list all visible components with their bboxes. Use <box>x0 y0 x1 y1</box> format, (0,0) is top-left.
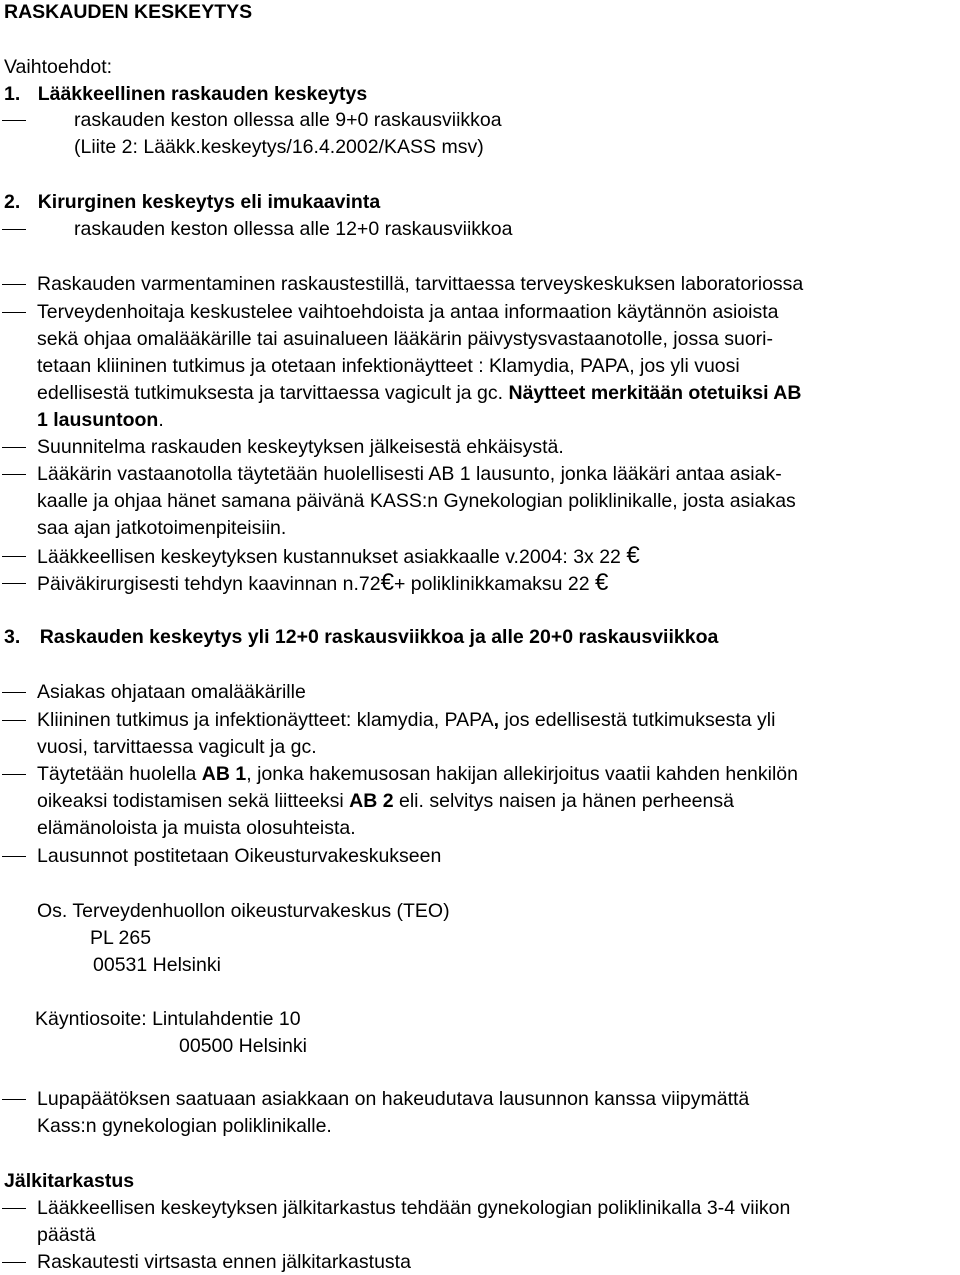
dash-icon <box>2 312 26 313</box>
option-number: 1. <box>4 83 21 105</box>
list-item-continuation: vuosi, tarvittaessa vagicult ja gc. <box>37 736 317 758</box>
option-title: Lääkkeellinen raskauden keskeytys <box>37 83 368 105</box>
dash-icon <box>2 120 26 121</box>
option-number: 2. <box>4 191 21 213</box>
list-item-continuation: sekä ohjaa omalääkärille tai asuinalueen lääkärin päivystysvastaanotolle, jossa suori- <box>37 328 773 350</box>
dash-icon <box>2 447 26 448</box>
dash-icon <box>2 692 26 693</box>
text-span: Täytetään huolella <box>37 763 197 785</box>
option-1-heading <box>4 82 367 106</box>
list-item-continuation: Kass:n gynekologian poliklinikalle. <box>37 1115 332 1137</box>
list-item: Lausunnot postitetaan Oikeusturvakeskukseen <box>37 845 442 867</box>
bold-text: AB 2 <box>349 790 394 812</box>
visit-address: Käyntiosoite: Lintulahdentie 10 <box>35 1008 301 1030</box>
dash-icon <box>2 774 26 775</box>
dash-icon <box>2 229 26 230</box>
dash-icon <box>2 583 26 584</box>
visit-postal: 00500 Helsinki <box>179 1035 307 1057</box>
list-item: (Liite 2: Lääkk.keskeytys/16.4.2002/KASS msv) <box>74 136 484 158</box>
list-item-continuation: saa ajan jatkotoimenpiteisiin. <box>37 517 287 539</box>
followup-heading: Jälkitarkastus <box>4 1170 135 1192</box>
euro-icon: € <box>380 569 394 596</box>
list-item <box>37 544 640 569</box>
option-number: 3. <box>4 626 21 648</box>
bold-text: 1 lausuntoon <box>37 409 159 431</box>
list-item: raskauden keston ollessa alle 9+0 raskausviikkoa <box>74 109 502 131</box>
list-item: Lääkkeellisen keskeytyksen jälkitarkastus tehdään gynekologian poliklinikalla 3-4 viikon <box>37 1197 791 1219</box>
list-item: raskauden keston ollessa alle 12+0 raskausviikkoa <box>74 218 513 240</box>
bold-text: , <box>493 709 500 731</box>
euro-icon: € <box>595 569 609 596</box>
address-po-box: PL 265 <box>90 927 152 949</box>
list-item: Raskauden varmentaminen raskaustestillä, tarvittaessa terveyskeskuksen laboratoriossa <box>37 273 804 295</box>
text-span: Lääkkeellisen keskeytyksen kustannukset asiakkaalle v.2004: 3x 22 <box>37 546 621 568</box>
text-span: Päiväkirurgisesti tehdyn kaavinnan n.72 <box>37 573 381 595</box>
text-span: edellisestä tutkimuksesta ja tarvittaessa vagicult ja gc. <box>37 382 504 404</box>
dash-icon <box>2 856 26 857</box>
dash-icon <box>2 720 26 721</box>
text-span: , jonka hakemusosan hakijan allekirjoitus vaatii kahden henkilön <box>246 763 798 785</box>
list-item-continuation: elämänoloista ja muista olosuhteista. <box>37 817 356 839</box>
option-3-heading <box>4 625 718 649</box>
text-span: . <box>158 409 164 431</box>
list-item <box>37 571 608 596</box>
list-item: Suunnitelma raskauden keskeytyksen jälkeisestä ehkäisystä. <box>37 436 564 458</box>
page-title: RASKAUDEN KESKEYTYS <box>4 1 253 23</box>
list-item-continuation: tetaan kliininen tutkimus ja otetaan infektionäytteet : Klamydia, PAPA, jos yli vuosi <box>37 355 740 377</box>
list-item-continuation <box>37 789 734 813</box>
dash-icon <box>2 1262 26 1263</box>
intro-text: Vaihtoehdot: <box>4 56 113 78</box>
option-title: Kirurginen keskeytys eli imukaavinta <box>37 191 381 213</box>
address-recipient: Os. Terveydenhuollon oikeusturvakeskus (TEO) <box>37 900 450 922</box>
list-item: Asiakas ohjataan omalääkärille <box>37 681 306 703</box>
list-item-continuation: kaalle ja ohjaa hänet samana päivänä KASS:n Gynekologian poliklinikalle, josta asiakas <box>37 490 796 512</box>
text-span: eli. selvitys naisen ja hänen perheensä <box>399 790 734 812</box>
dash-icon <box>2 474 26 475</box>
list-item-continuation <box>37 408 164 432</box>
list-item: Raskautesti virtsasta ennen jälkitarkastusta <box>37 1251 411 1273</box>
dash-icon <box>2 556 26 557</box>
bold-text: AB 1 <box>201 763 247 785</box>
list-item: Terveydenhoitaja keskustelee vaihtoehdoista ja antaa informaation käytännön asioista <box>37 301 779 323</box>
address-postal: 00531 Helsinki <box>93 954 221 976</box>
dash-icon <box>2 1099 26 1100</box>
text-span: oikeaksi todistamisen sekä liitteeksi <box>37 790 344 812</box>
list-item: Lupapäätöksen saatuaan asiakkaan on hakeudutava lausunnon kanssa viipymättä <box>37 1088 750 1110</box>
text-span: jos edellisestä tutkimuksesta yli <box>504 709 776 731</box>
text-span: + poliklinikkamaksu 22 <box>393 573 590 595</box>
list-item-continuation <box>37 381 801 405</box>
option-2-heading <box>4 190 380 214</box>
list-item-continuation: päästä <box>37 1224 96 1246</box>
list-item: Lääkärin vastaanotolla täytetään huolellisesti AB 1 lausunto, jonka lääkäri antaa asiak- <box>37 463 782 485</box>
option-title: Raskauden keskeytys yli 12+0 raskausviikkoa ja alle 20+0 raskausviikkoa <box>39 626 719 648</box>
dash-icon <box>2 284 26 285</box>
euro-icon: € <box>626 542 640 569</box>
bold-text: Näytteet merkitään otetuiksi AB <box>508 382 802 404</box>
dash-icon <box>2 1208 26 1209</box>
text-span: Kliininen tutkimus ja infektionäytteet: klamydia, PAPA <box>37 709 494 731</box>
list-item <box>37 708 775 732</box>
list-item <box>37 762 798 786</box>
